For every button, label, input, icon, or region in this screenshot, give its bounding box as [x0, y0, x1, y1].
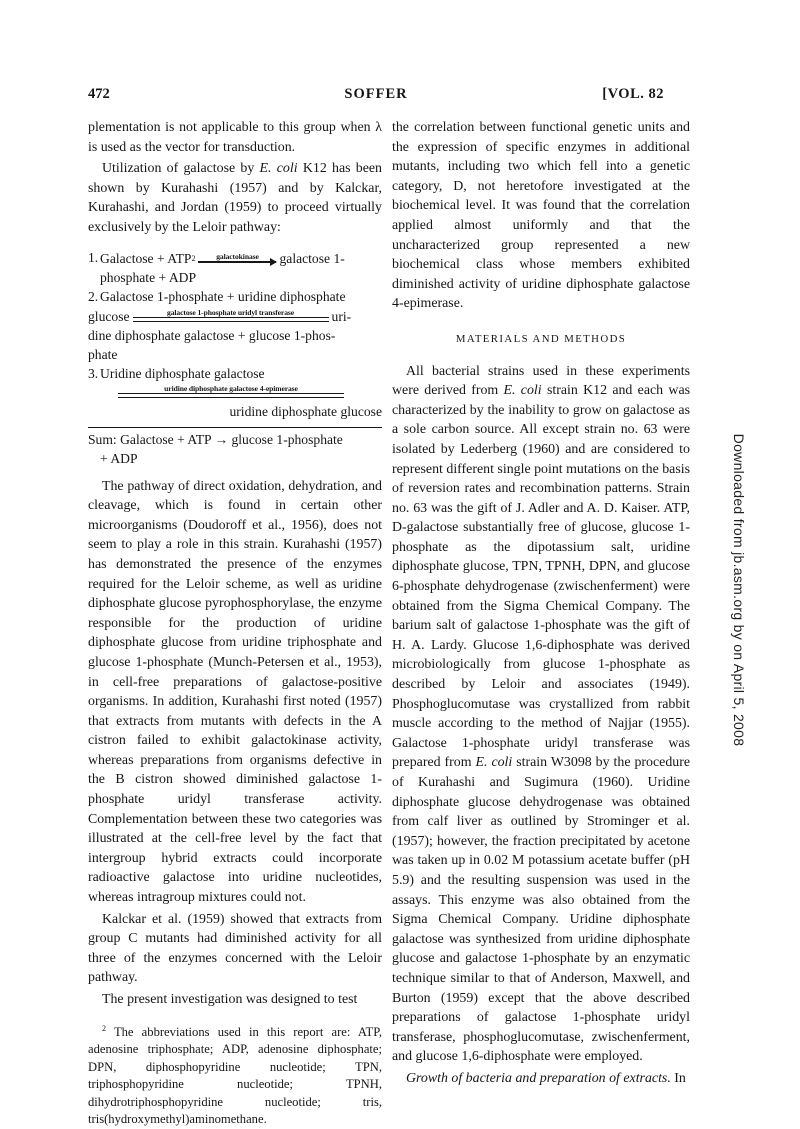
download-watermark — [729, 433, 749, 747]
reaction-text: Galactose 1-phosphate + uridine diphosphate — [100, 288, 346, 304]
sum-text: Sum: Galactose + ATP → glucose 1-phosphate — [88, 431, 343, 447]
paragraph — [392, 1069, 690, 1089]
reaction-text: Uridine diphosphate galactose — [100, 365, 265, 381]
leloir-pathway-reactions — [88, 248, 382, 468]
enzyme-label: uridine diphosphate galactose 4-epimerase — [164, 384, 298, 394]
reaction-3 — [88, 364, 382, 383]
reaction-number: 3. — [88, 365, 99, 381]
left-column — [88, 118, 382, 1129]
footnote — [88, 1020, 382, 1129]
text-run: K12 has been shown by Kurahashi (1957) and by Kalckar, Kurahashi, and Jordan (1959) to proceed virtually exclusively by the Leloir pathway: — [88, 161, 383, 235]
reaction-arrow — [198, 252, 276, 267]
reaction-number: 1. — [88, 249, 99, 265]
running-head: SOFFER — [344, 86, 408, 102]
page-number: 472 — [88, 86, 110, 102]
reaction-text: galactose 1- — [279, 250, 345, 266]
reaction-1 — [88, 248, 382, 287]
reaction-text: phosphate + ADP — [100, 269, 197, 285]
reaction-text: phate — [88, 346, 118, 362]
text-run: strain K12 and each was characterized by the inability to grow on galactose as a sole carbon source. All except strain no. 63 were isolated by Lederberg (1960) and are considered to represent different single point mutations on the basis of reversion rates and recombination patterns. Strain no. 63 was the gift of J. Adler and A. D. Kaiser. ATP, D-galactose substantially free of glucose, glucose 1-phosphate as the dipotassium salt, uridine diphosphate glucose, TPN, TPNH, DPN, and glucose 6-phosphate dehydrogenase (zwischenferment) were obtained from the Sigma Chemical Company. The barium salt of galactose 1-phosphate was the gift of H. A. Lardy. Glucose 1,6-diphosphate was derived microbiologically from glucose 1-phosphate as described by Leloir and associates (1949). Phosphoglucomutase was crystallized from rabbit muscle according to the method of Najjar (1955). Galactose 1-phosphate uridyl transferase was prepared from — [392, 383, 691, 771]
section-heading: MATERIALS AND METHODS — [455, 332, 627, 345]
volume-label: [VOL. 82 — [602, 86, 664, 102]
paragraph: Kalckar et al. (1959) showed that extracts from group C mutants had diminished activity for all three of the enzymes concerned with the Leloir pathway. — [88, 911, 382, 986]
species-name: E. coli — [259, 161, 298, 177]
footnote-text: The abbreviations used in this report are: ATP, adenosine triphosphate; ADP, adenosine diphosphate; DPN, diphosphopyridine nucleotide; TPN, triphosphopyridine nucleotide; TPNH, dihydrotriphosphopyridine nucleotide; tris, tris(hydroxymethyl)aminomethane. — [88, 1024, 382, 1127]
reaction-text: glucose — [88, 308, 130, 324]
reaction-2-arrow-line — [88, 307, 382, 326]
reaction-2 — [88, 287, 382, 306]
paragraph: The present investigation was designed to test — [102, 992, 358, 1007]
enzyme-label: galactose 1-phosphate uridyl transferase — [167, 308, 295, 318]
text-run: strain W3098 by the procedure of Kurahashi and Sugimura (1960). Uridine diphosphate glucose dehydrogenase was obtained from calf liver as outlined by Strominger et al. (1957); however, the fraction precipitated by acetone was taken up in 0.02 M potassium acetate buffer (pH 5.9) and the resulting suspension was used in the assays. This enzyme was also obtained from the Sigma Chemical Company. Uridine diphosphate galactose was synthesized from uridine diphosphate glucose and galactose 1-phosphate by an enzymatic technique similar to that of Anderson, Maxwell, and Burton (1959) except that the above described preparations of galactose 1-phosphate uridyl transferase, phosphoglucomutase, zwischenferment, and glucose 1,6-diphosphate were employed. — [392, 755, 690, 1065]
sum-text: + ADP — [100, 450, 138, 466]
reaction-number: 2. — [88, 288, 99, 304]
paragraph: The pathway of direct oxidation, dehydration, and cleavage, which is found in certain other microorganisms (Doudoroff et al., 1956), does not seem to play a role in this strain. Kurahashi (1957) has demonstrated the presence of the enzymes required for the Leloir scheme, as well as uridine diphosphate glucose pyrophosphorylase, the enzyme responsible for the production of uridine diphosphate glucose from uridine triphosphate and glucose 1-phosphate (Munch-Petersen et al., 1953), in cell-free preparations of galactose-positive organisms. In addition, Kurahashi first noted (1957) that extracts from mutants with defects in the A cistron failed to exhibit galactokinase activity, whereas preparations from organisms defective in the B cistron showed diminished galactose 1-phosphate uridyl transferase activity. Complementation between these two categories was illustrated at the cell-free level by the fact that intergroup hybrid extracts could incorporate radioactive galactose into uridine nucleotides, whereas intragroup mixtures could not. — [88, 478, 382, 906]
reaction-text: dine diphosphate galactose + glucose 1-phos- — [88, 327, 336, 343]
reaction-text: Galactose + ATP — [100, 250, 192, 266]
page-header — [88, 86, 664, 106]
paragraph: the correlation between functional genetic units and the expression of specific enzymes in additional mutants, including two which fell into a genetic category, D, not heretofore investigated at the biochemical level. It was found that the correlation applied almost uniformly and that the uncharacterized group represented a new biochemical class whose members exhibited diminished activity of uridine diphosphate galactose 4-epimerase. — [392, 120, 690, 312]
reaction-arrow — [133, 308, 329, 326]
enzyme-label: galactokinase — [216, 252, 259, 262]
text-run: All bacterial strains used in these experiments were derived from — [392, 363, 690, 399]
right-column — [392, 118, 690, 1089]
species-name: E. coli — [475, 755, 513, 771]
subsection-heading: Growth of bacteria and preparation of extracts. — [406, 1070, 671, 1086]
paragraph: plementation is not applicable to this group when λ is used as the vector for transduction. — [88, 120, 382, 155]
watermark-text: Downloaded from jb.asm.org by on April 5, 2008 — [731, 433, 747, 747]
footnote-ref: 2 — [191, 253, 196, 263]
reaction-3-arrow — [88, 383, 382, 402]
reaction-sum — [88, 427, 382, 468]
text-run: In — [670, 1070, 686, 1086]
paragraph — [88, 159, 382, 237]
footnote-marker: 2 — [102, 1023, 106, 1033]
species-name: E. coli — [503, 383, 542, 399]
paragraph — [392, 362, 690, 1067]
reaction-arrow — [118, 384, 344, 402]
text-run: Utilization of galactose by — [102, 161, 260, 177]
reaction-text: uridine diphosphate glucose — [229, 403, 382, 419]
reaction-text: uri- — [331, 308, 352, 324]
